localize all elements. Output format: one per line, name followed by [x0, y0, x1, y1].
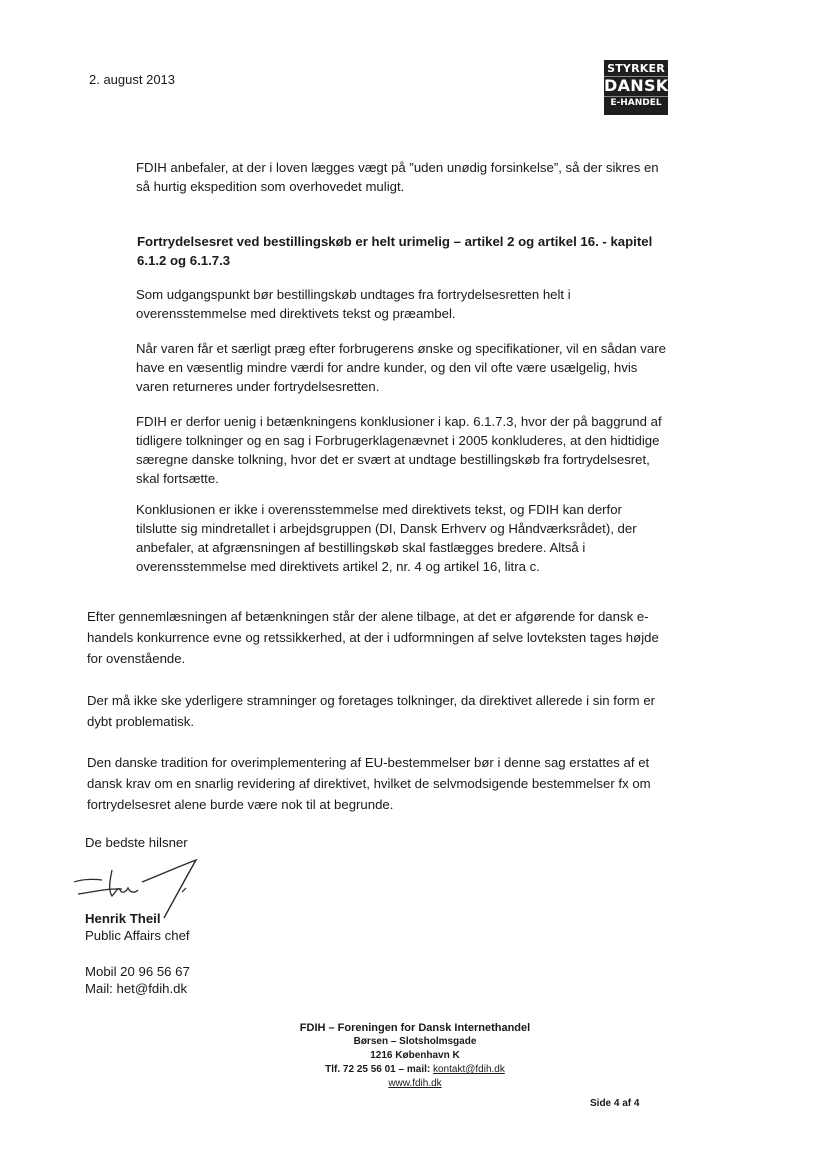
paragraph-2: Når varen får et særligt præg efter forbrugerens ønske og specifikationer, vil en sådan vare have en væsentlig mindre værdi for andre kunder, og den vil ofte være usælgelig, hvis varen returneres under fortrydelsesretten. — [136, 341, 666, 394]
paragraph-intro: FDIH anbefaler, at der i loven lægges vægt på ”uden unødig forsinkelse”, så der sikres en så hurtig ekspedition som overhovedet muligt. — [136, 160, 659, 194]
section-heading: Fortrydelsesret ved bestillingskøb er helt urimelig – artikel 2 og artikel 16. - kapitel 6.1.2 og 6.1.7.3 — [137, 234, 653, 268]
signer-phone: Mobil 20 96 56 67 — [85, 964, 190, 979]
logo-line-3: E-HANDEL — [610, 98, 662, 108]
signer-email: Mail: het@fdih.dk — [85, 981, 188, 996]
signer-name: Henrik Theil — [85, 911, 161, 926]
page-footer — [200, 1021, 630, 1091]
logo-line-2: DANSK — [604, 76, 669, 95]
footer-web-link[interactable]: www.fdih.dk — [388, 1078, 442, 1089]
footer-contact-prefix: Tlf. 72 25 56 01 – mail: — [325, 1064, 433, 1075]
paragraph-5: Efter gennemlæsningen af betænkningen står der alene tilbage, at det er afgørende for dansk e-handels konkurrence evne og retssikkerhed, at der i udformningen af selve lovteksten tages højde for ovenstående. — [87, 609, 659, 666]
paragraph-3: FDIH er derfor uenig i betænkningens konklusioner i kap. 6.1.7.3, hvor der på baggrund af tidligere tolkninger og en sag i Forbrugerklagenævnet i 2005 konkluderes, at den hidtidige særegne danske tolkning, hvor det er svært at undtage bestillingskøb fra fortrydelsesret, skal fortsætte. — [136, 414, 662, 486]
footer-address-2: 1216 København K — [370, 1050, 460, 1061]
footer-org: FDIH – Foreningen for Dansk Internethandel — [299, 1022, 531, 1034]
logo-line-1: STYRKER — [604, 63, 668, 77]
document-date: 2. august 2013 — [89, 72, 176, 87]
fdih-logo — [604, 60, 668, 115]
paragraph-4: Konklusionen er ikke i overensstemmelse med direktivets tekst, og FDIH kan derfor tilslutte sig mindretallet i arbejdsgruppen (DI, Dansk Erhverv og Håndværksrådet), der anbefaler, at afgrænsningen af bestillingskøb skal fastlægges bredere. Altså i overensstemmelse med direktivets artikel 2, nr. 4 og artikel 16, litra c. — [136, 502, 637, 574]
paragraph-1: Som udgangspunkt bør bestillingskøb undtages fra fortrydelsesretten helt i overensstemmelse med direktivets tekst og præambel. — [136, 287, 571, 321]
paragraph-7: Den danske tradition for overimplementering af EU-bestemmelser bør i denne sag erstattes af et dansk krav om en snarlig revidering af direktivet, hvilket de selvmodsigende bestemmelser fx om fortrydelsesret alene burde være nok til at begrunde. — [87, 755, 651, 812]
footer-contact — [200, 1063, 630, 1077]
closing-greeting: De bedste hilsner — [85, 835, 188, 850]
signer-title: Public Affairs chef — [85, 928, 190, 943]
paragraph-6: Der må ikke ske yderligere stramninger og foretages tolkninger, da direktivet allerede i sin form er dybt problematisk. — [87, 693, 656, 729]
footer-email-link[interactable]: kontakt@fdih.dk — [432, 1064, 505, 1075]
footer-address-1: Børsen – Slotsholmsgade — [353, 1036, 477, 1047]
page-number: Side 4 af 4 — [590, 1098, 640, 1109]
